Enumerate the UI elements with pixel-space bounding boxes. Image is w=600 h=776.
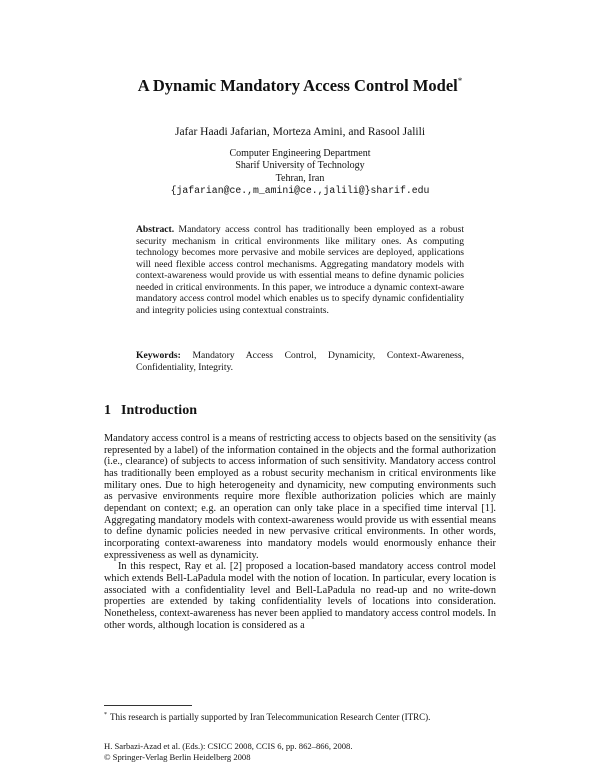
footnote-mark: * [104,712,107,718]
footnote [104,712,504,722]
title-text: A Dynamic Mandatory Access Control Model [137,76,458,95]
body-paragraph-2: In this respect, Ray et al. [2] proposed a location-based mandatory access control model which extends Bell-LaPadula model with the notion of location. In particular, every location is associated with a confidentiality level and Bell-LaPadula no read-up and no write-down properties are extended by taking confidentiality levels of locations into consideration. Nonetheless, context-awareness has never been applied to mandatory access control models. In other words, although location is considered as a [104,561,497,631]
section-heading [104,403,197,419]
citation-line-1: H. Sarbazi-Azad et al. (Eds.): CSICC 2008, CCIS 6, pp. 862–866, 2008. [104,741,353,751]
affiliation-department: Computer Engineering Department [229,148,371,159]
title-footnote-mark: * [457,76,463,86]
citation-line-2: © Springer-Verlag Berlin Heidelberg 2008 [104,751,251,762]
paper-title [0,76,600,96]
abstract [136,224,464,316]
section-title: Introduction [121,403,197,418]
footnote-text: This research is partially supported by Iran Telecommunication Research Center (ITRC). [110,712,431,722]
keywords [136,350,464,373]
keywords-text: Mandatory Access Control, Dynamicity, Context-Awareness, Confidentiality, Integrity. [136,350,465,373]
keywords-label: Keywords: [136,350,181,361]
affiliation-university: Sharif University of Technology [235,160,365,172]
author-list: Jafar Haadi Jafarian, Morteza Amini, and Rasool Jalili [174,126,426,138]
abstract-text: Mandatory access control has traditionally been employed as a robust security mechanism in critical environments like military ones. As computing technology becomes more pervasive and mobile services are deployed, applications will need flexible access control mechanisms. Aggregating mandatory models with context-awareness would provide us with essential means to define dynamic policies needed in critical environments. In this paper, we introduce a dynamic context-aware mandatory access control model which enables us to specify dynamic confidentiality and integrity policies using contextual constraints. [136,224,464,316]
body-paragraph-1: Mandatory access control is a means of restricting access to objects based on the sensitivity (as represented by a label) of the information contained in the objects and the formal authorization (i.e., clearance) of subjects to access information of such sensitivity. Mandatory access control has traditionally been employed as a robust security mechanism in critical environments like military ones. Due to high heterogeneity and dynamicity, new computing environments such as pervasive environments require more flexible authorization policies which are mainly dependant on context; e.g. an operation can only take place in a specified time interval [1]. Aggregating mandatory models with context-awareness would provide us with essential means to define dynamic policies needed in new pervasive critical environments. In other words, incorporating context-awareness into mandatory models would enormously enhance their expressiveness as well as dynamicity. [104,433,496,561]
author-emails: {jafarian@ce.,m_amini@ce.,jalili@}sharif.edu [170,184,430,196]
section-body [104,433,496,631]
abstract-label: Abstract. [136,224,175,235]
publication-citation [104,741,504,762]
affiliation-location: Tehran, Iran [275,172,325,184]
affiliation [0,148,600,197]
footnote-rule [104,705,192,706]
section-number: 1 [104,403,111,418]
